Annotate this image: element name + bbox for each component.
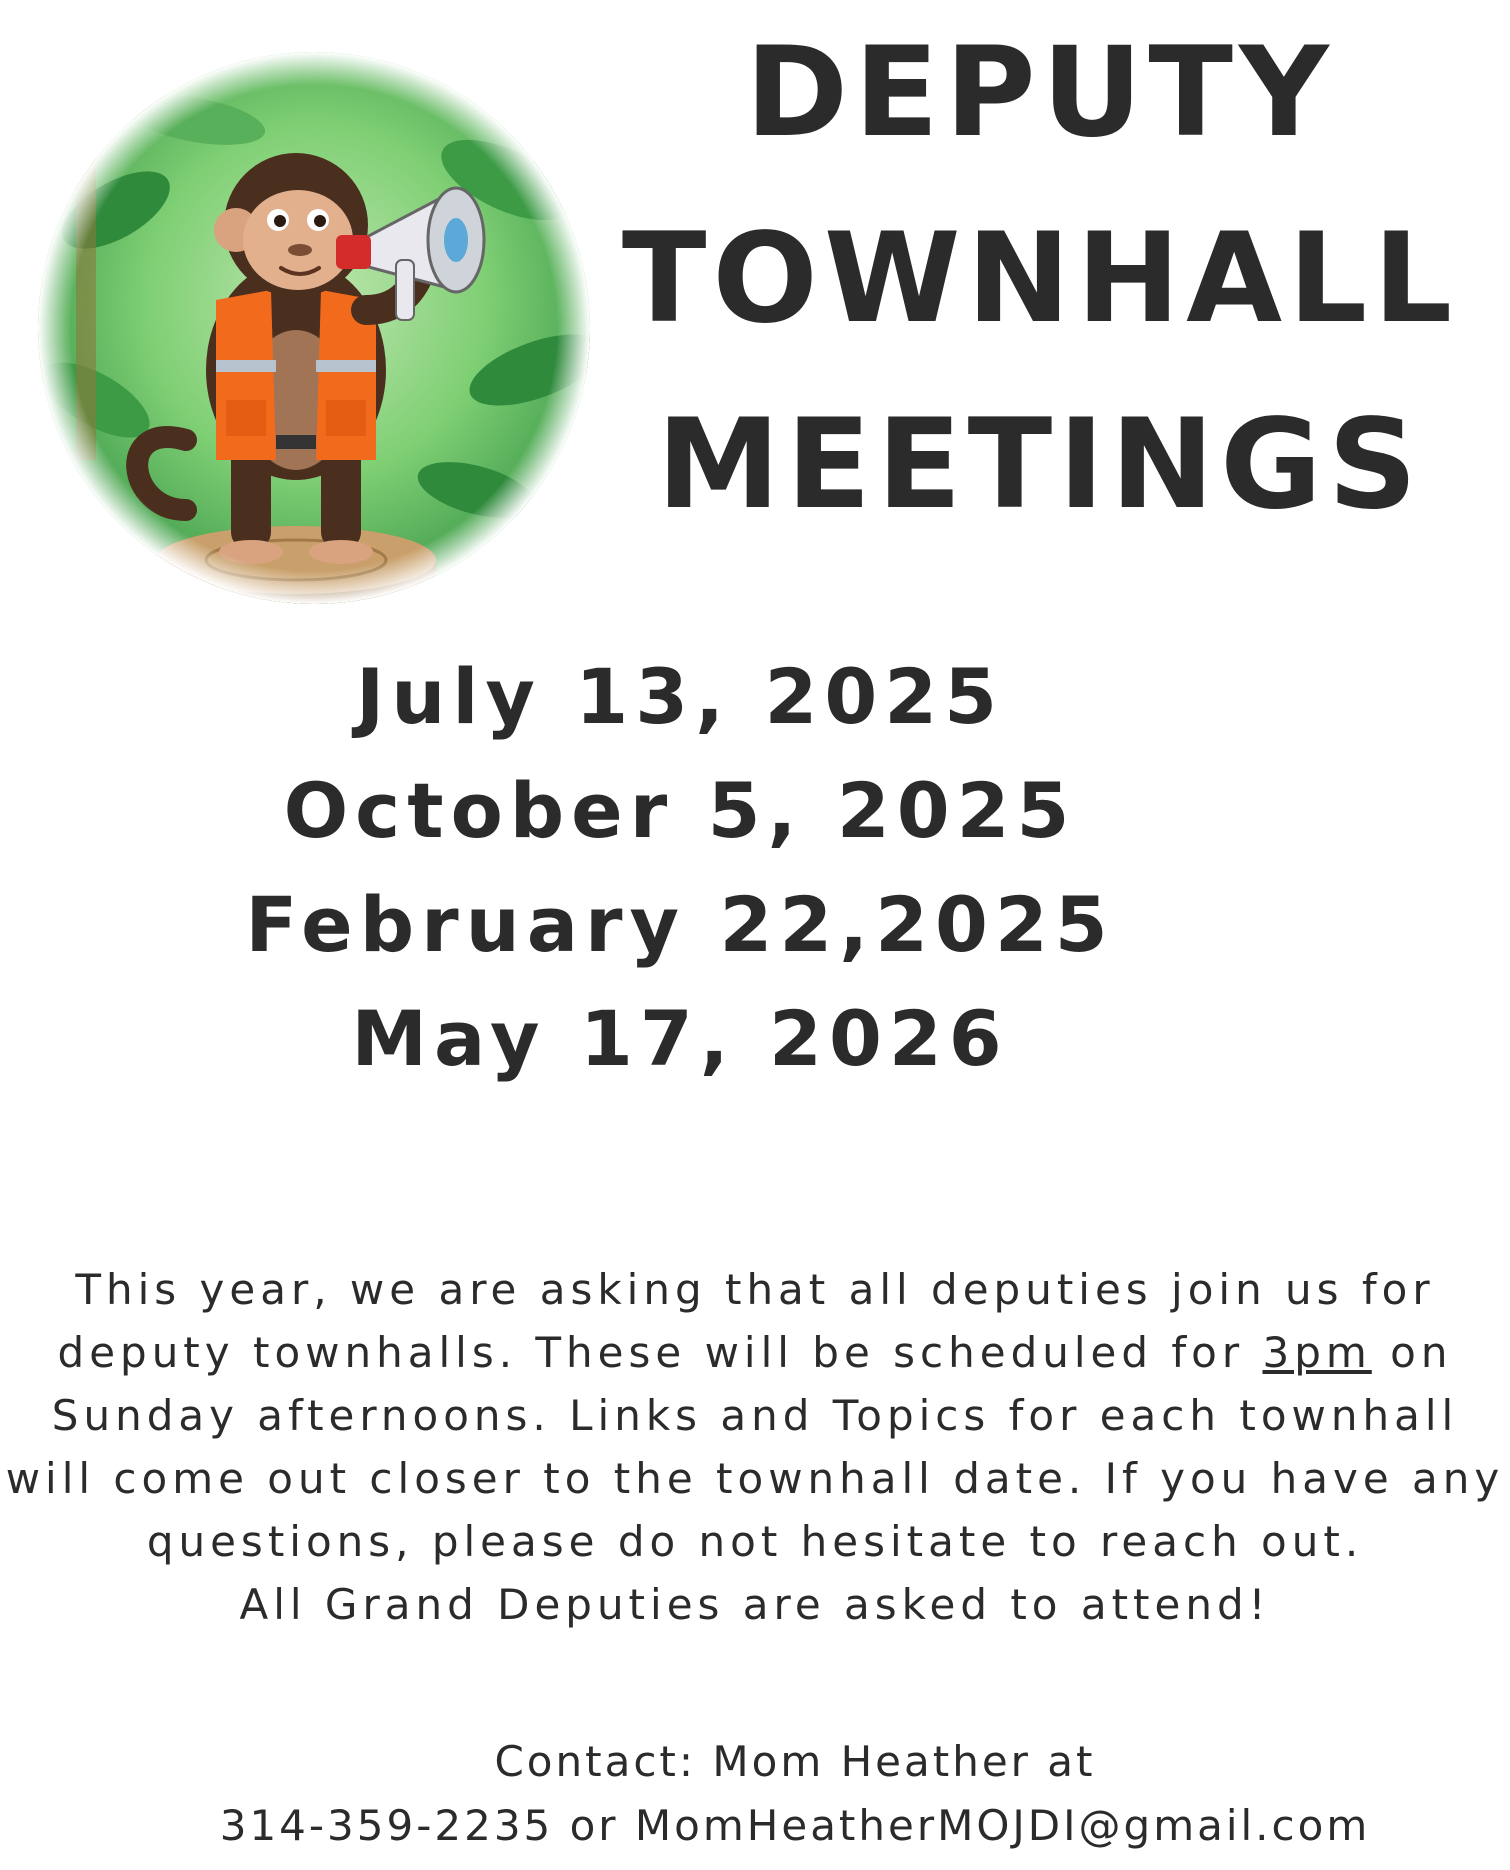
contact-info — [140, 1730, 1450, 1858]
contact-line-1: Contact: Mom Heather at — [494, 1737, 1096, 1786]
title-line-1: DEPUTY — [745, 21, 1335, 165]
description-text-2: on Sunday afternoons. Links and Topics for each townhall will come out closer to the townhall date. If you have any questions, please do not hesitate to reach out. — [5, 1328, 1505, 1566]
meeting-date: May 17, 2026 — [351, 994, 1009, 1083]
meeting-date: February 22,2025 — [245, 880, 1115, 969]
description-paragraph — [0, 1258, 1510, 1636]
contact-line-2: 314-359-2235 or MomHeatherMOJDI@gmail.com — [219, 1801, 1371, 1850]
title-line-2: TOWNHALL — [621, 207, 1459, 351]
meeting-time: 3pm — [1262, 1328, 1372, 1377]
monkey-megaphone-icon — [36, 40, 596, 620]
meeting-date: October 5, 2025 — [283, 766, 1077, 855]
meeting-date: July 13, 2025 — [355, 652, 1005, 741]
title-line-3: MEETINGS — [656, 393, 1424, 537]
meeting-dates — [200, 640, 1160, 1096]
page-title — [600, 0, 1480, 558]
description-text-1: This year, we are asking that all deputies join us for deputy townhalls. These will be scheduled for — [57, 1265, 1435, 1377]
closing-line: All Grand Deputies are asked to attend! — [239, 1580, 1271, 1629]
